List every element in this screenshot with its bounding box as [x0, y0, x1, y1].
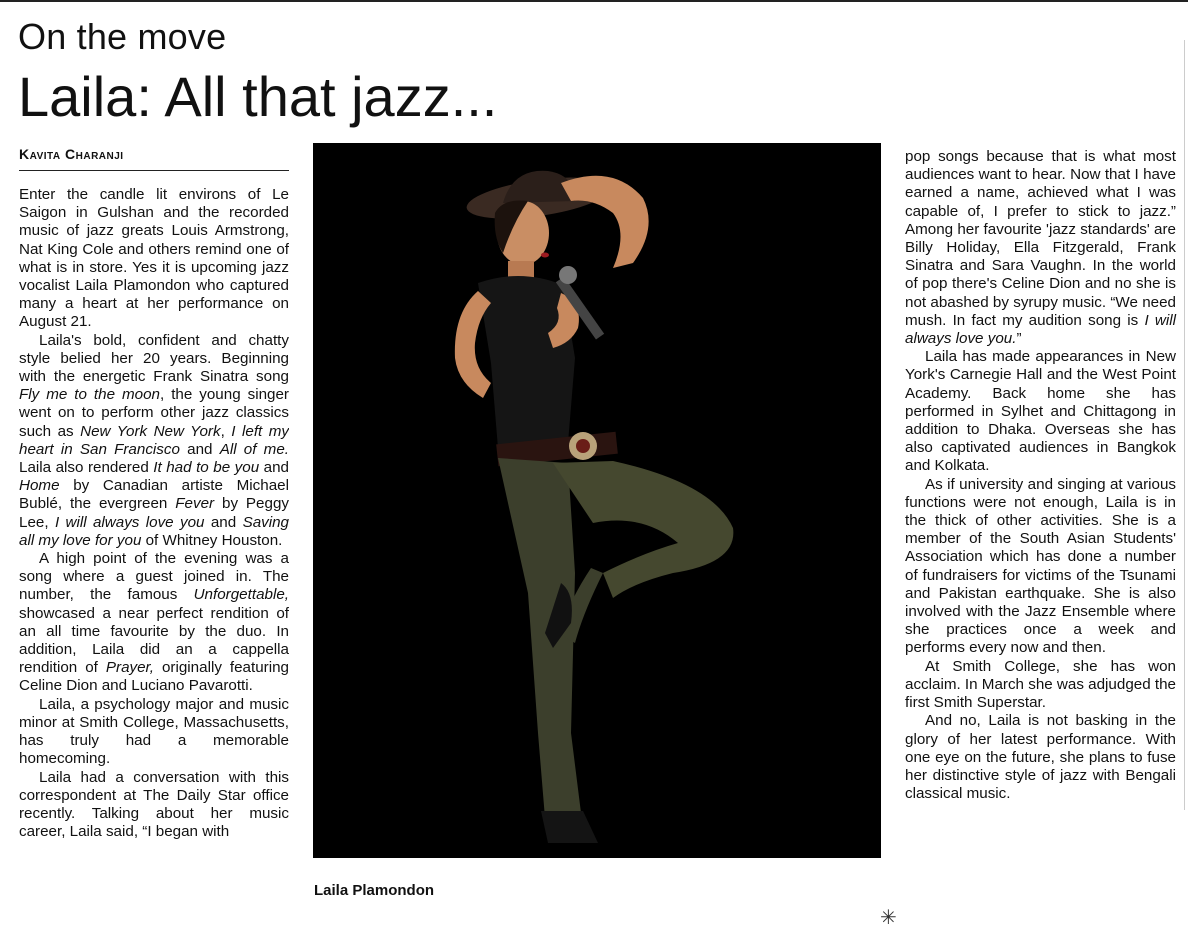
italic-title: Saving all my love for you: [19, 513, 289, 549]
article-paragraph: [19, 696, 289, 769]
italic-title: Unforgettable,: [193, 586, 289, 604]
article-paragraph: [905, 148, 1176, 348]
italic-title: It had to be you: [153, 459, 260, 477]
article-paragraph: [905, 348, 1176, 475]
article-paragraph: [19, 332, 289, 550]
article-column-right: [905, 148, 1176, 803]
italic-title: Prayer,: [105, 659, 154, 677]
byline-rule: [19, 170, 289, 171]
article-paragraph: [19, 769, 289, 842]
page-edge-rule: [1184, 40, 1185, 810]
italic-title: Fly me to the moon: [19, 386, 160, 404]
italic-title: Fever: [175, 495, 215, 513]
italic-title: All of me.: [219, 440, 289, 458]
text-run: Laila had a conversation with this correspondent at The Daily Star office recently. Talking about her music career, Laila said, “I began with: [19, 768, 289, 841]
text-run: by Peggy Lee,: [19, 495, 289, 531]
italic-title: I left my heart in San Francisco: [19, 422, 289, 458]
section-kicker: On the move: [18, 16, 227, 57]
text-run: Laila, a psychology major and music minor at Smith College, Massachusetts, has truly had a memorable homecoming.: [19, 695, 289, 768]
text-run: Laila's bold, confident and chatty style belied her 20 years. Beginning with the energetic Frank Sinatra song: [19, 331, 289, 386]
article-paragraph: [19, 186, 289, 332]
article-paragraph: [905, 712, 1176, 803]
text-run: and: [204, 513, 243, 531]
text-run: Laila has made appearances in New York's Carnegie Hall and the West Point Academy. Back home she has performed in Sylhet and Chittagong in addition to Dhaka. Overseas she has also captivated audiences in Bangkok and Kolkata.: [905, 348, 1176, 475]
top-rule: [0, 0, 1188, 2]
text-run: by Canadian artiste Michael Bublé, the evergreen: [19, 477, 289, 513]
text-run: And no, Laila is not basking in the glory of her latest performance. With one eye on the future, she plans to fuse her distinctive style of jazz with Bengali classical music.: [905, 712, 1176, 803]
text-run: Laila also rendered: [19, 459, 154, 477]
photo-caption: Laila Plamondon: [314, 882, 435, 899]
decorative-star-icon: ✳: [880, 907, 897, 929]
article-photo: [313, 143, 881, 858]
text-run: A high point of the evening was a song where a guest joined in. The number, the famous: [19, 550, 289, 604]
text-run: showcased a near perfect rendition of an all time favourite by the duo. In addition, Laila did an a cappella rendition of: [19, 604, 289, 677]
text-run: Enter the candle lit environs of Le Saigon in Gulshan and the recorded music of jazz greats Louis Armstrong, Nat King Cole and others remind one of what is in store. Yes it is upcoming jazz vocalist Laila Plamondon who captured many a heart at her performance on August 21.: [19, 186, 289, 331]
text-run: of Whitney Houston.: [141, 531, 283, 549]
article-paragraph: [905, 476, 1176, 658]
text-run: and: [179, 440, 220, 458]
singer-photo-illustration: [313, 143, 881, 858]
byline: Kavita Charanji: [19, 146, 124, 162]
text-run: pop songs because that is what most audiences want to hear. Now that I have earned a name, achieved what I was capable of, I prefer to stick to jazz.” Among her favourite 'jazz standards' are Billy Holiday, Ella Fitzgerald, Frank Sinatra and Sara Vaughn. In the world of pop there's Celine Dion and no she is not abashed by syrupy music. “We need mush. In fact my audition song is: [905, 148, 1176, 329]
article-paragraph: [19, 550, 289, 696]
text-run: ”: [1016, 330, 1022, 348]
headline: Laila: All that jazz...: [18, 65, 498, 128]
text-run: and: [259, 459, 289, 477]
text-run: ,: [220, 422, 232, 440]
article-column-left: [19, 186, 289, 920]
italic-title: New York New York: [80, 422, 221, 440]
article-paragraph: [905, 658, 1176, 713]
text-run: As if university and singing at various functions were not enough, Laila is in the thick of other activities. She is a member of the South Asian Students' Association which has done a number of fundraisers for victims of the Tsunami and Pakistan earthquake. She is also involved with the Jazz Ensemble where she practices once a week and performs every now and then.: [905, 475, 1176, 657]
italic-title: I will always love you: [54, 513, 205, 531]
italic-title: I will always love you.: [905, 311, 1177, 348]
text-run: , the young singer went on to perform other jazz classics such as: [19, 386, 289, 440]
text-run: originally featuring Celine Dion and Luciano Pavarotti.: [19, 659, 289, 695]
italic-title: Home: [19, 477, 60, 495]
text-run: At Smith College, she has won acclaim. In March she was adjudged the first Smith Superstar.: [905, 657, 1176, 712]
